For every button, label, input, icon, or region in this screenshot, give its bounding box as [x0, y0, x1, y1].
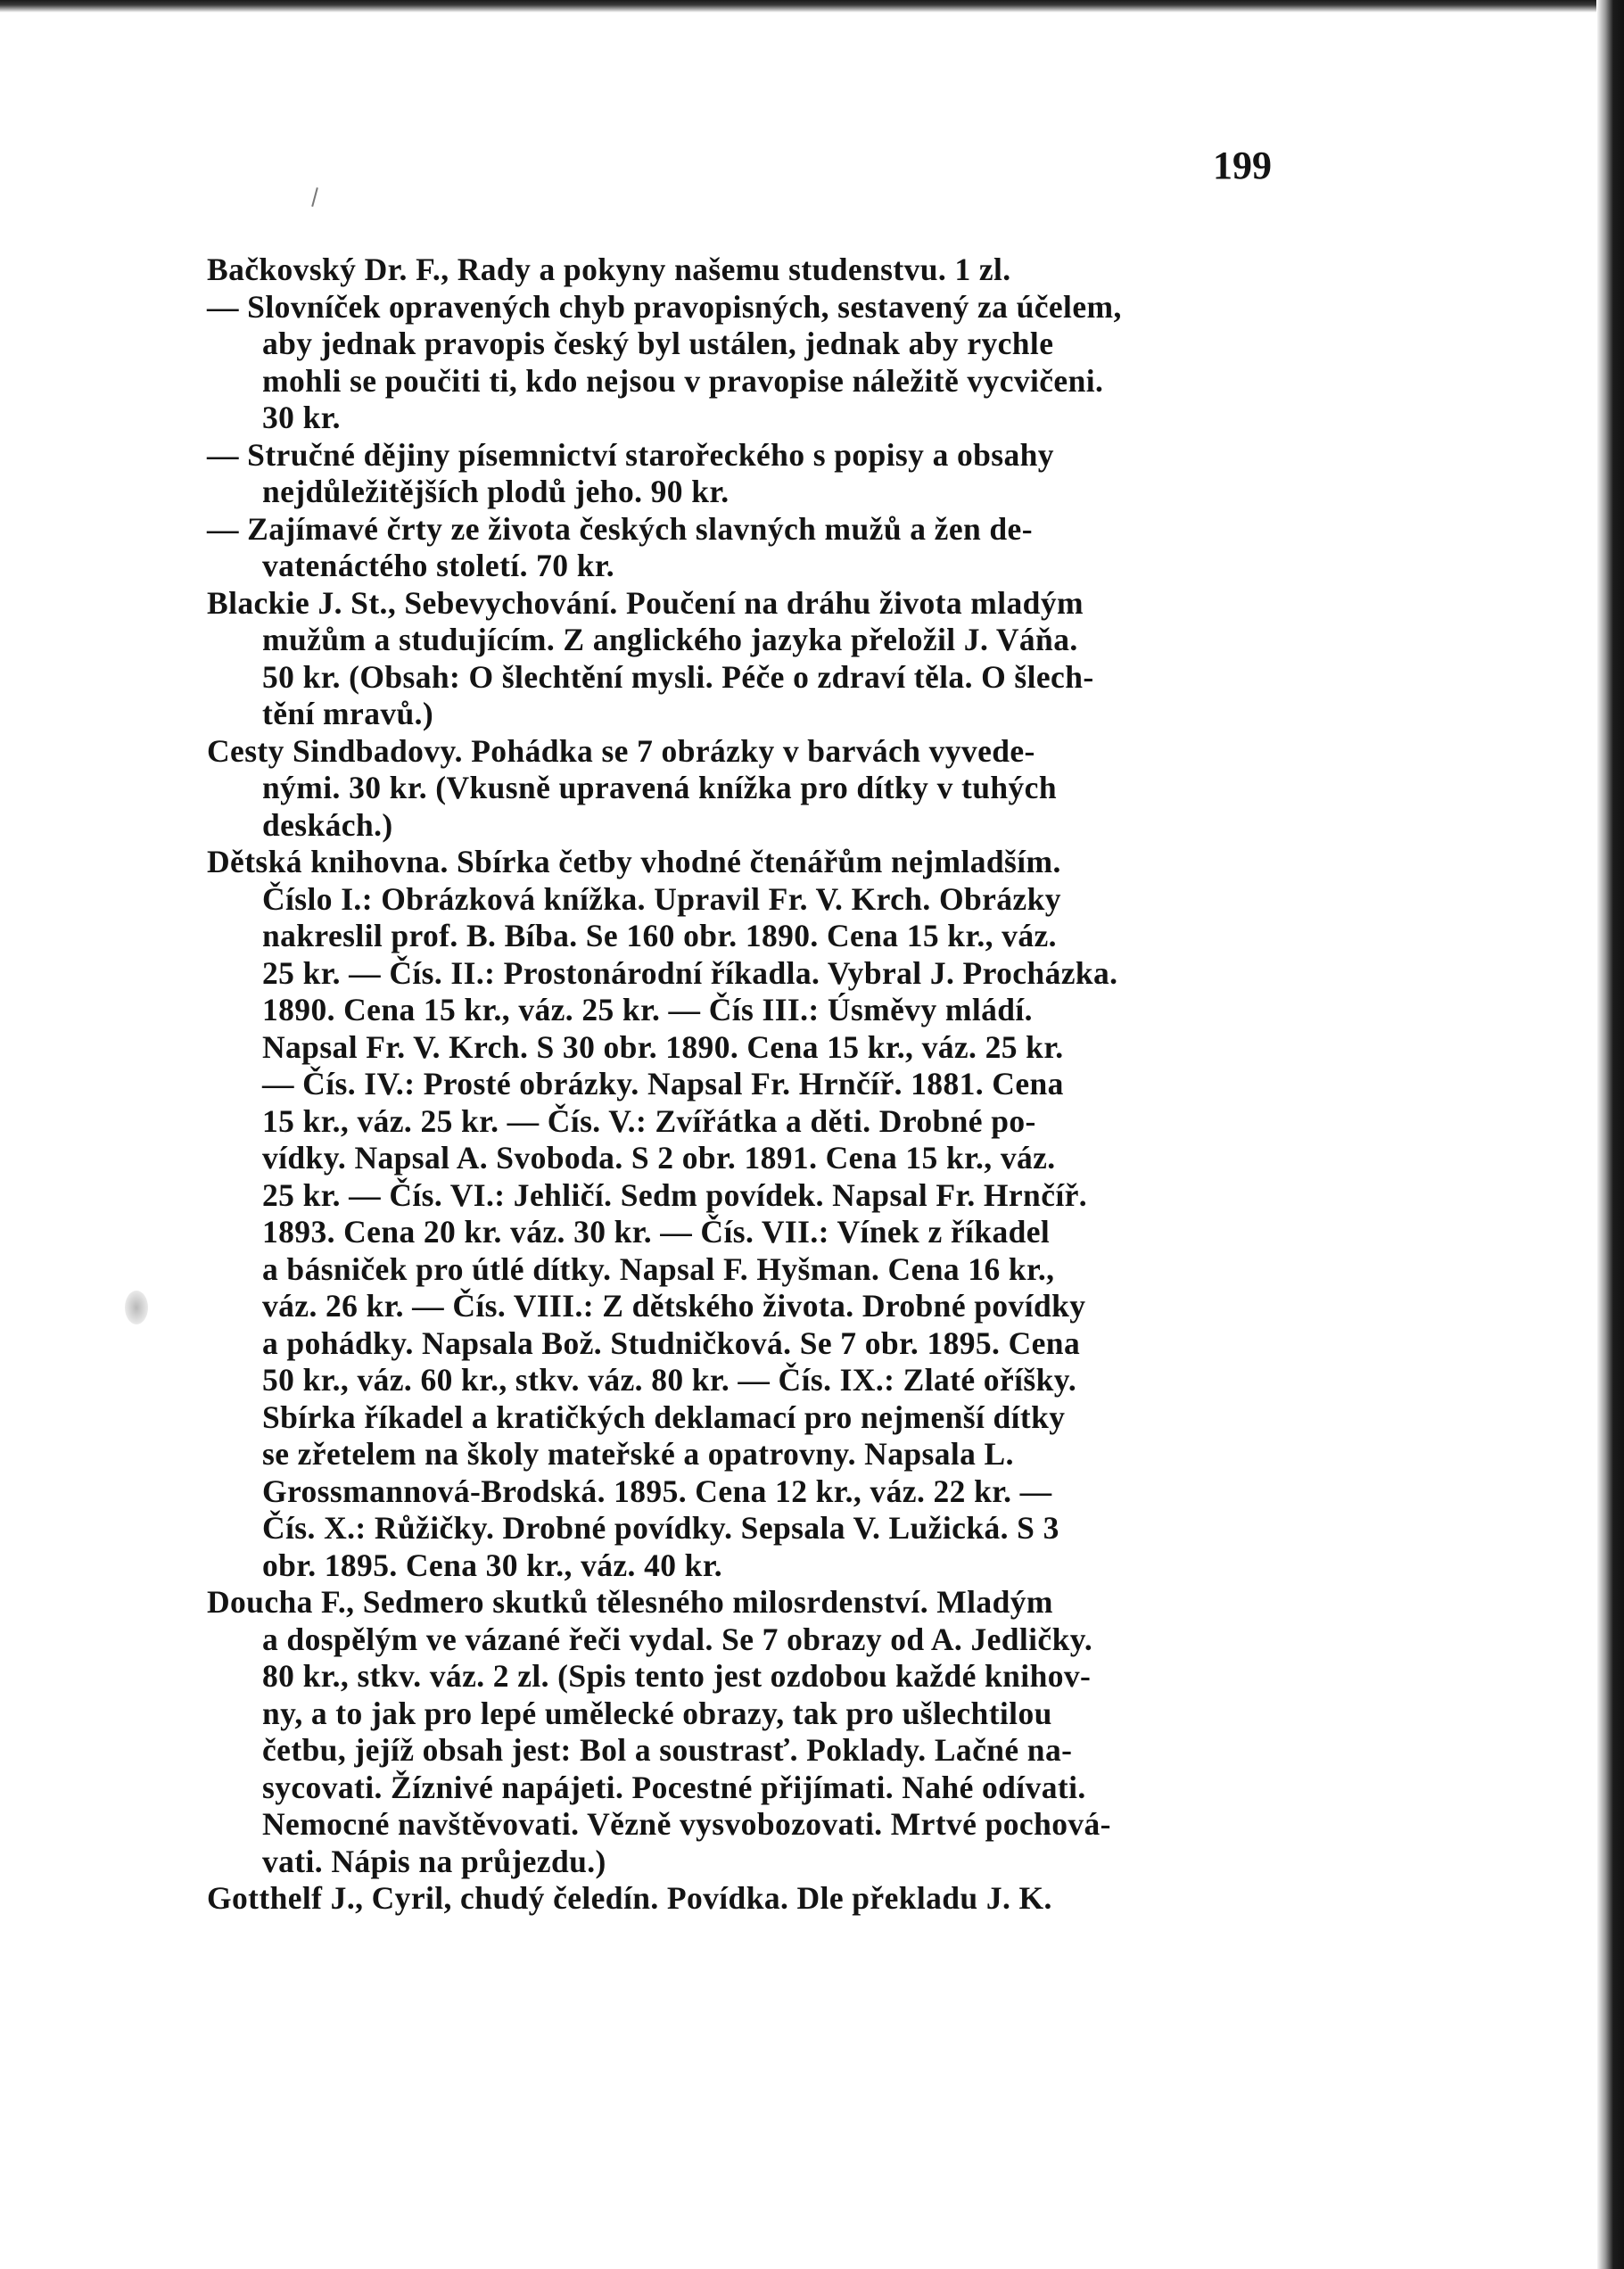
- text-line: 25 kr. — Čís. VI.: Jehličí. Sedm povídek. Napsal Fr. Hrnčíř.: [262, 1176, 1088, 1213]
- text-line: — Stručné dějiny písemnictví starořeckého s popisy a obsahy: [207, 436, 1054, 473]
- text-line: ny, a to jak pro lepé umělecké obrazy, tak pro ušlechtilou: [262, 1695, 1052, 1731]
- text-line: 50 kr. (Obsah: O šlechtění mysli. Péče o zdraví těla. O šlech-: [262, 658, 1094, 695]
- ink-mark: [311, 187, 318, 207]
- ink-smudge: [125, 1291, 148, 1324]
- scan-edge-top: [0, 0, 1596, 12]
- text-line: 25 kr. — Čís. II.: Prostonárodní říkadla. Vybral J. Procházka.: [262, 954, 1118, 991]
- text-line: nými. 30 kr. (Vkusně upravená knížka pro dítky v tuhých: [262, 770, 1057, 805]
- text-line: deskách.): [262, 806, 393, 843]
- text-line: a dospělým ve vázané řeči vydal. Se 7 obrazy od A. Jedličky.: [262, 1621, 1093, 1657]
- text-line: 1890. Cena 15 kr., váz. 25 kr. — Čís III.: Úsměvy mládí.: [262, 992, 1033, 1027]
- text-line: 50 kr., váz. 60 kr., stkv. váz. 80 kr. — Čís. IX.: Zlaté oříšky.: [262, 1362, 1077, 1398]
- text-line: sycovati. Žíznivé napájeti. Pocestné přijímati. Nahé odívati.: [262, 1769, 1086, 1805]
- text-line: mohli se poučiti ti, kdo nejsou v pravopise náležitě vycvičeni.: [262, 362, 1104, 399]
- text-line: nakreslil prof. B. Bíba. Se 160 obr. 1890. Cena 15 kr., váz.: [262, 918, 1057, 953]
- text-line: 15 kr., váz. 25 kr. — Čís. V.: Zvířátka a děti. Drobné po-: [262, 1102, 1036, 1139]
- catalog-text: [207, 252, 1277, 1918]
- text-line: Číslo I.: Obrázková knížka. Upravil Fr. V. Krch. Obrázky: [262, 880, 1061, 917]
- text-line: četbu, jejíž obsah jest: Bol a soustrasť. Poklady. Lačné na-: [262, 1732, 1073, 1768]
- text-line: Dětská knihovna. Sbírka četby vhodné čtenářům nejmladším.: [207, 844, 1061, 879]
- text-line: — Slovníček opravených chyb pravopisných, sestavený za účelem,: [207, 288, 1122, 325]
- text-line: 30 kr.: [262, 400, 341, 435]
- text-line: Sbírka říkadel a kratičkých deklamací pro nejmenší dítky: [262, 1399, 1066, 1435]
- text-line: a pohádky. Napsala Bož. Studničková. Se 7 obr. 1895. Cena: [262, 1324, 1081, 1361]
- text-line: Grossmannová-Brodská. 1895. Cena 12 kr., váz. 22 kr. —: [262, 1473, 1052, 1509]
- text-line: Bačkovský Dr. F., Rady a pokyny našemu studenstvu. 1 zl.: [207, 252, 1011, 287]
- text-line: — Zajímavé črty ze života českých slavných mužů a žen de-: [207, 510, 1033, 547]
- text-line: obr. 1895. Cena 30 kr., váz. 40 kr.: [262, 1547, 722, 1583]
- text-line: tění mravů.): [262, 696, 434, 731]
- text-line: 1893. Cena 20 kr. váz. 30 kr. — Čís. VII.: Vínek z říkadel: [262, 1214, 1051, 1250]
- text-line: vati. Nápis na průjezdu.): [262, 1843, 606, 1879]
- text-line: aby jednak pravopis český byl ustálen, jednak aby rychle: [262, 326, 1054, 361]
- text-line: Napsal Fr. V. Krch. S 30 obr. 1890. Cena 15 kr., váz. 25 kr.: [262, 1028, 1064, 1065]
- text-line: a básniček pro útlé dítky. Napsal F. Hyšman. Cena 16 kr.,: [262, 1250, 1055, 1287]
- text-line: — Čís. IV.: Prosté obrázky. Napsal Fr. Hrnčíř. 1881. Cena: [262, 1066, 1064, 1101]
- text-line: mužům a studujícím. Z anglického jazyka přeložil J. Váňa.: [262, 622, 1078, 657]
- text-line: se zřetelem na školy mateřské a opatrovny. Napsala L.: [262, 1436, 1014, 1472]
- page-number: 199: [1213, 144, 1272, 187]
- text-line: 80 kr., stkv. váz. 2 zl. (Spis tento jest ozdobou každé knihov-: [262, 1658, 1092, 1694]
- text-line: Doucha F., Sedmero skutků tělesného milosrdenství. Mladým: [207, 1584, 1053, 1620]
- text-line: vatenáctého století. 70 kr.: [262, 548, 615, 583]
- text-line: Gotthelf J., Cyril, chudý čeledín. Povídka. Dle překladu J. K.: [207, 1880, 1052, 1916]
- text-line: vídky. Napsal A. Svoboda. S 2 obr. 1891. Cena 15 kr., váz.: [262, 1140, 1056, 1176]
- text-line: nejdůležitějších plodů jeho. 90 kr.: [262, 474, 730, 509]
- scan-edge-right: [1597, 0, 1624, 2269]
- text-line: Nemocné navštěvovati. Vězně vysvobozovati. Mrtvé pochová-: [262, 1806, 1111, 1842]
- text-line: váz. 26 kr. — Čís. VIII.: Z dětského života. Drobné povídky: [262, 1288, 1086, 1324]
- text-line: Blackie J. St., Sebevychování. Poučení na dráhu života mladým: [207, 584, 1084, 621]
- text-line: Čís. X.: Růžičky. Drobné povídky. Sepsala V. Lužická. S 3: [262, 1510, 1059, 1546]
- text-line: Cesty Sindbadovy. Pohádka se 7 obrázky v barvách vyvede-: [207, 732, 1035, 769]
